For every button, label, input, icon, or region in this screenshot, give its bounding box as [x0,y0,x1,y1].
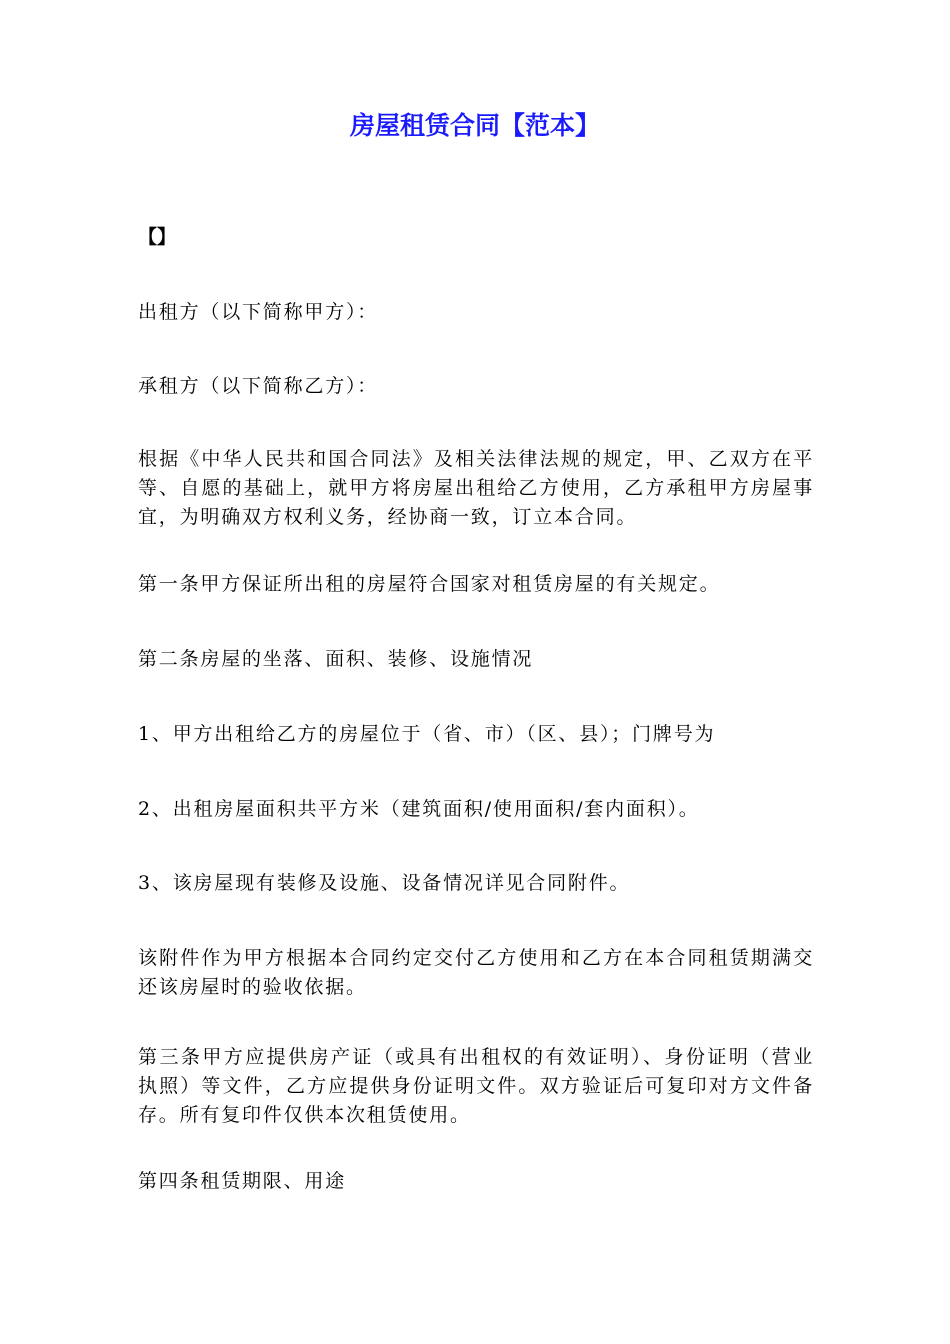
paragraph-item-2: 2、出租房屋面积共平方米（建筑面积/使用面积/套内面积）。 [138,798,700,820]
paragraph-lessee: 承租方（以下简称乙方）： [138,375,379,397]
paragraph-item-1: 1、甲方出租给乙方的房屋位于（省、市）（区、县）；门牌号为 [138,723,716,745]
paragraph-lessor: 出租方（以下简称甲方）： [138,301,379,323]
paragraph-article-2: 第二条房屋的坐落、面积、装修、设施情况 [138,648,534,670]
paragraph-article-4: 第四条租赁期限、用途 [138,1170,347,1192]
paragraph-article-1: 第一条甲方保证所出租的房屋符合国家对租赁房屋的有关规定。 [138,573,721,595]
document-title: 房屋租赁合同【范本】 [349,111,600,140]
paragraph-article-3: 第三条甲方应提供房产证（或具有出租权的有效证明）、身份证明（营业执照）等文件，乙方应提供身份证明文件。双方验证后可复印对方文件备存。所有复印件仅供本次租赁使用。 [138,1046,814,1126]
section-bracket: 【】 [138,226,177,248]
paragraph-attachment: 该附件作为甲方根据本合同约定交付乙方使用和乙方在本合同租赁期满交还该房屋时的验收依据。 [138,947,814,998]
paragraph-preamble: 根据《中华人民共和国合同法》及相关法律法规的规定，甲、乙双方在平等、自愿的基础上，就甲方将房屋出租给乙方使用，乙方承租甲方房屋事宜，为明确双方权利义务，经协商一致，订立本合同。 [138,448,814,528]
paragraph-item-3: 3、该房屋现有装修及设施、设备情况详见合同附件。 [138,872,631,894]
